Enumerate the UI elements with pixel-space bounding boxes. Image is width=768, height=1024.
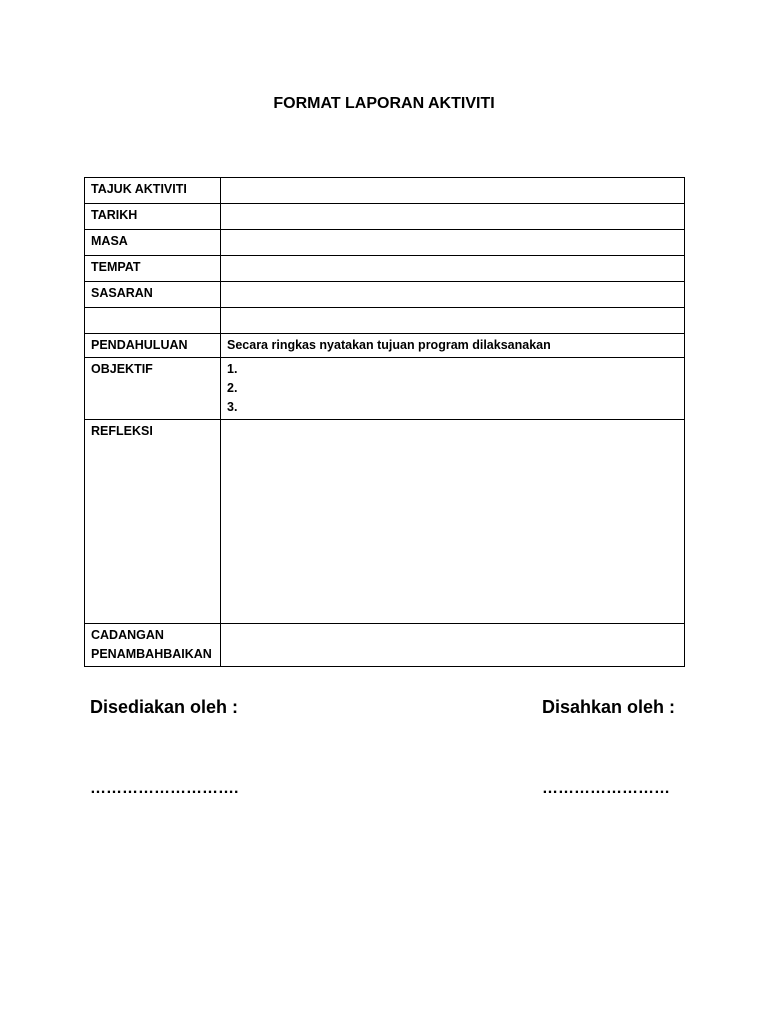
row-value-masa[interactable] <box>221 230 685 256</box>
row-value-cadangan[interactable] <box>221 624 685 667</box>
row-label-refleksi: REFLEKSI <box>85 420 221 624</box>
row-value-refleksi[interactable] <box>221 420 685 624</box>
row-value-sasaran[interactable] <box>221 282 685 308</box>
approved-by-label: Disahkan oleh : <box>542 697 676 717</box>
row-value-tempat[interactable] <box>221 256 685 282</box>
cadangan-label-line1: CADANGAN <box>91 628 164 642</box>
cadangan-label-line2: PENAMBAHBAIKAN <box>91 647 212 661</box>
row-value-tajuk[interactable] <box>221 178 685 204</box>
table-row <box>85 204 685 230</box>
objective-item-3: 3. <box>227 400 238 414</box>
document-title: FORMAT LAPORAN AKTIVITI <box>273 95 495 112</box>
table-row <box>85 624 685 667</box>
table-row <box>85 256 685 282</box>
table-row <box>85 282 685 308</box>
objective-item-2: 2. <box>227 381 238 395</box>
table-row <box>85 230 685 256</box>
blank-cell <box>221 308 685 334</box>
row-label-tempat: TEMPAT <box>85 256 221 282</box>
row-value-objektif[interactable] <box>221 358 685 420</box>
row-label-tajuk: TAJUK AKTIVITI <box>85 178 221 204</box>
row-label-sasaran: SASARAN <box>85 282 221 308</box>
row-value-tarikh[interactable] <box>221 204 685 230</box>
row-label-pendahuluan: PENDAHULUAN <box>85 334 221 358</box>
report-table <box>84 177 685 667</box>
table-row <box>85 358 685 420</box>
table-row <box>85 420 685 624</box>
table-row <box>85 178 685 204</box>
blank-row <box>85 308 685 334</box>
objective-item-1: 1. <box>227 362 238 376</box>
row-label-cadangan <box>85 624 221 667</box>
approved-by-signature-line: …………………… <box>542 780 670 797</box>
row-value-pendahuluan[interactable]: Secara ringkas nyatakan tujuan program dilaksanakan <box>221 334 685 358</box>
row-label-objektif: OBJEKTIF <box>85 358 221 420</box>
row-label-tarikh: TARIKH <box>85 204 221 230</box>
table-row <box>85 334 685 358</box>
blank-cell <box>85 308 221 334</box>
prepared-by-signature-line: ………………………. <box>90 780 239 797</box>
prepared-by-label: Disediakan oleh : <box>90 697 239 717</box>
row-label-masa: MASA <box>85 230 221 256</box>
